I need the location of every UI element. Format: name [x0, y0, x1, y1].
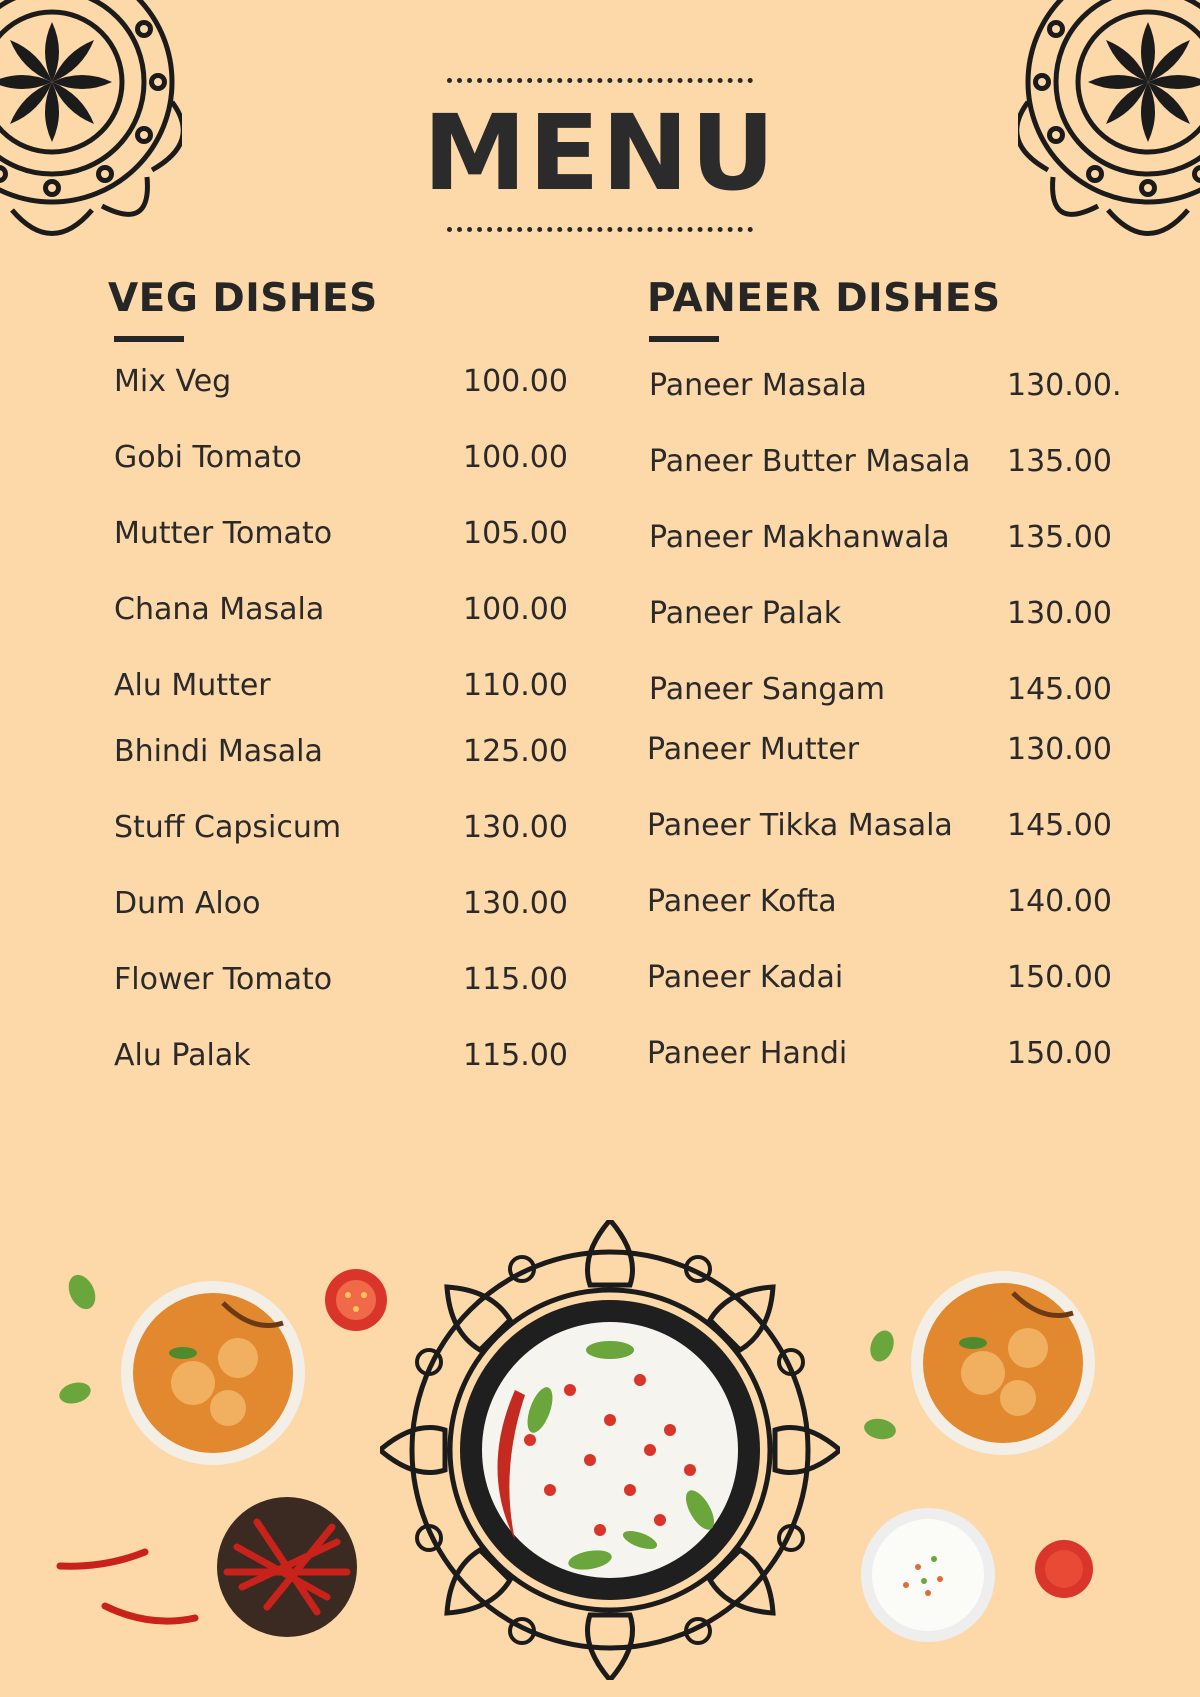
menu-item [647, 960, 1127, 1036]
item-price: 130.00 [1007, 596, 1112, 631]
item-name: Paneer Handi [647, 1036, 848, 1071]
item-price: 130.00 [1007, 732, 1112, 767]
item-price: 150.00 [1007, 1036, 1112, 1071]
item-name: Gobi Tomato [114, 440, 302, 475]
item-price: 135.00 [1007, 520, 1112, 555]
leaf-icon [862, 1415, 898, 1443]
red-chili-icon [55, 1544, 150, 1574]
raita-bowl-icon [858, 1505, 998, 1645]
item-price: 130.00 [463, 810, 568, 845]
item-price: 125.00 [463, 734, 568, 769]
item-name: Paneer Sangam [649, 672, 886, 707]
menu-item [647, 808, 1127, 884]
item-price: 150.00 [1007, 960, 1112, 995]
veg-dishes-section [108, 276, 588, 1114]
menu-item [108, 734, 588, 810]
item-price: 140.00 [1007, 884, 1112, 919]
menu-item [647, 732, 1127, 808]
item-name: Flower Tomato [114, 962, 333, 997]
title-dotted-rule-top [447, 78, 753, 83]
item-name: Dum Aloo [114, 886, 261, 921]
menu-item-list [108, 364, 588, 1114]
chili-bowl-icon [205, 1492, 370, 1642]
item-price: 145.00 [1007, 808, 1112, 843]
page-title: MENU [422, 92, 778, 214]
menu-item [647, 520, 1127, 596]
item-name: Mutter Tomato [114, 516, 333, 551]
item-name: Paneer Kadai [647, 960, 844, 995]
center-rice-dish-icon [380, 1220, 840, 1680]
red-chili-icon [100, 1600, 200, 1630]
menu-item [647, 596, 1127, 672]
item-name: Alu Palak [114, 1038, 251, 1073]
menu-item [647, 884, 1127, 960]
menu-item [108, 668, 588, 734]
menu-header [0, 78, 1200, 232]
item-price: 105.00 [463, 516, 568, 551]
menu-item [108, 364, 588, 440]
item-price: 100.00 [463, 440, 568, 475]
item-name: Paneer Tikka Masala [647, 808, 953, 843]
menu-item [647, 672, 1127, 732]
item-name: Chana Masala [114, 592, 325, 627]
item-name: Paneer Mutter [647, 732, 860, 767]
menu-item [647, 368, 1127, 444]
item-name: Stuff Capsicum [114, 810, 342, 845]
right-curry-bowl-icon [908, 1268, 1098, 1458]
menu-item [108, 592, 588, 668]
tomato-icon [1033, 1538, 1095, 1600]
item-price: 100.00 [463, 364, 568, 399]
item-name: Alu Mutter [114, 668, 271, 703]
menu-item [108, 962, 588, 1038]
section-heading: PANEER DISHES [647, 276, 1001, 321]
item-name: Paneer Kofta [647, 884, 837, 919]
item-price: 130.00 [463, 886, 568, 921]
leaf-icon [64, 1272, 100, 1312]
item-name: Paneer Masala [649, 368, 867, 403]
item-name: Bhindi Masala [114, 734, 323, 769]
item-name: Mix Veg [114, 364, 232, 399]
paneer-dishes-section [647, 276, 1127, 1112]
menu-item-list [647, 368, 1127, 1112]
item-name: Paneer Palak [649, 596, 842, 631]
tomato-icon [323, 1267, 389, 1333]
item-name: Paneer Butter Masala [649, 444, 971, 479]
item-price: 130.00. [1007, 368, 1122, 403]
leaf-icon [866, 1328, 898, 1364]
menu-item [647, 1036, 1127, 1112]
section-heading: VEG DISHES [108, 276, 378, 321]
item-price: 110.00 [463, 668, 568, 703]
item-price: 135.00 [1007, 444, 1112, 479]
heading-underline [649, 336, 719, 342]
item-price: 115.00 [463, 1038, 568, 1073]
menu-item [108, 886, 588, 962]
menu-item [108, 440, 588, 516]
menu-item [108, 1038, 588, 1114]
item-price: 145.00 [1007, 672, 1112, 707]
menu-item [647, 444, 1127, 520]
item-name: Paneer Makhanwala [649, 520, 950, 555]
leaf-icon [57, 1378, 93, 1408]
menu-item [108, 810, 588, 886]
heading-underline [114, 336, 184, 342]
item-price: 115.00 [463, 962, 568, 997]
menu-item [108, 516, 588, 592]
item-price: 100.00 [463, 592, 568, 627]
title-dotted-rule-bottom [447, 227, 753, 232]
left-curry-bowl-icon [118, 1278, 308, 1468]
